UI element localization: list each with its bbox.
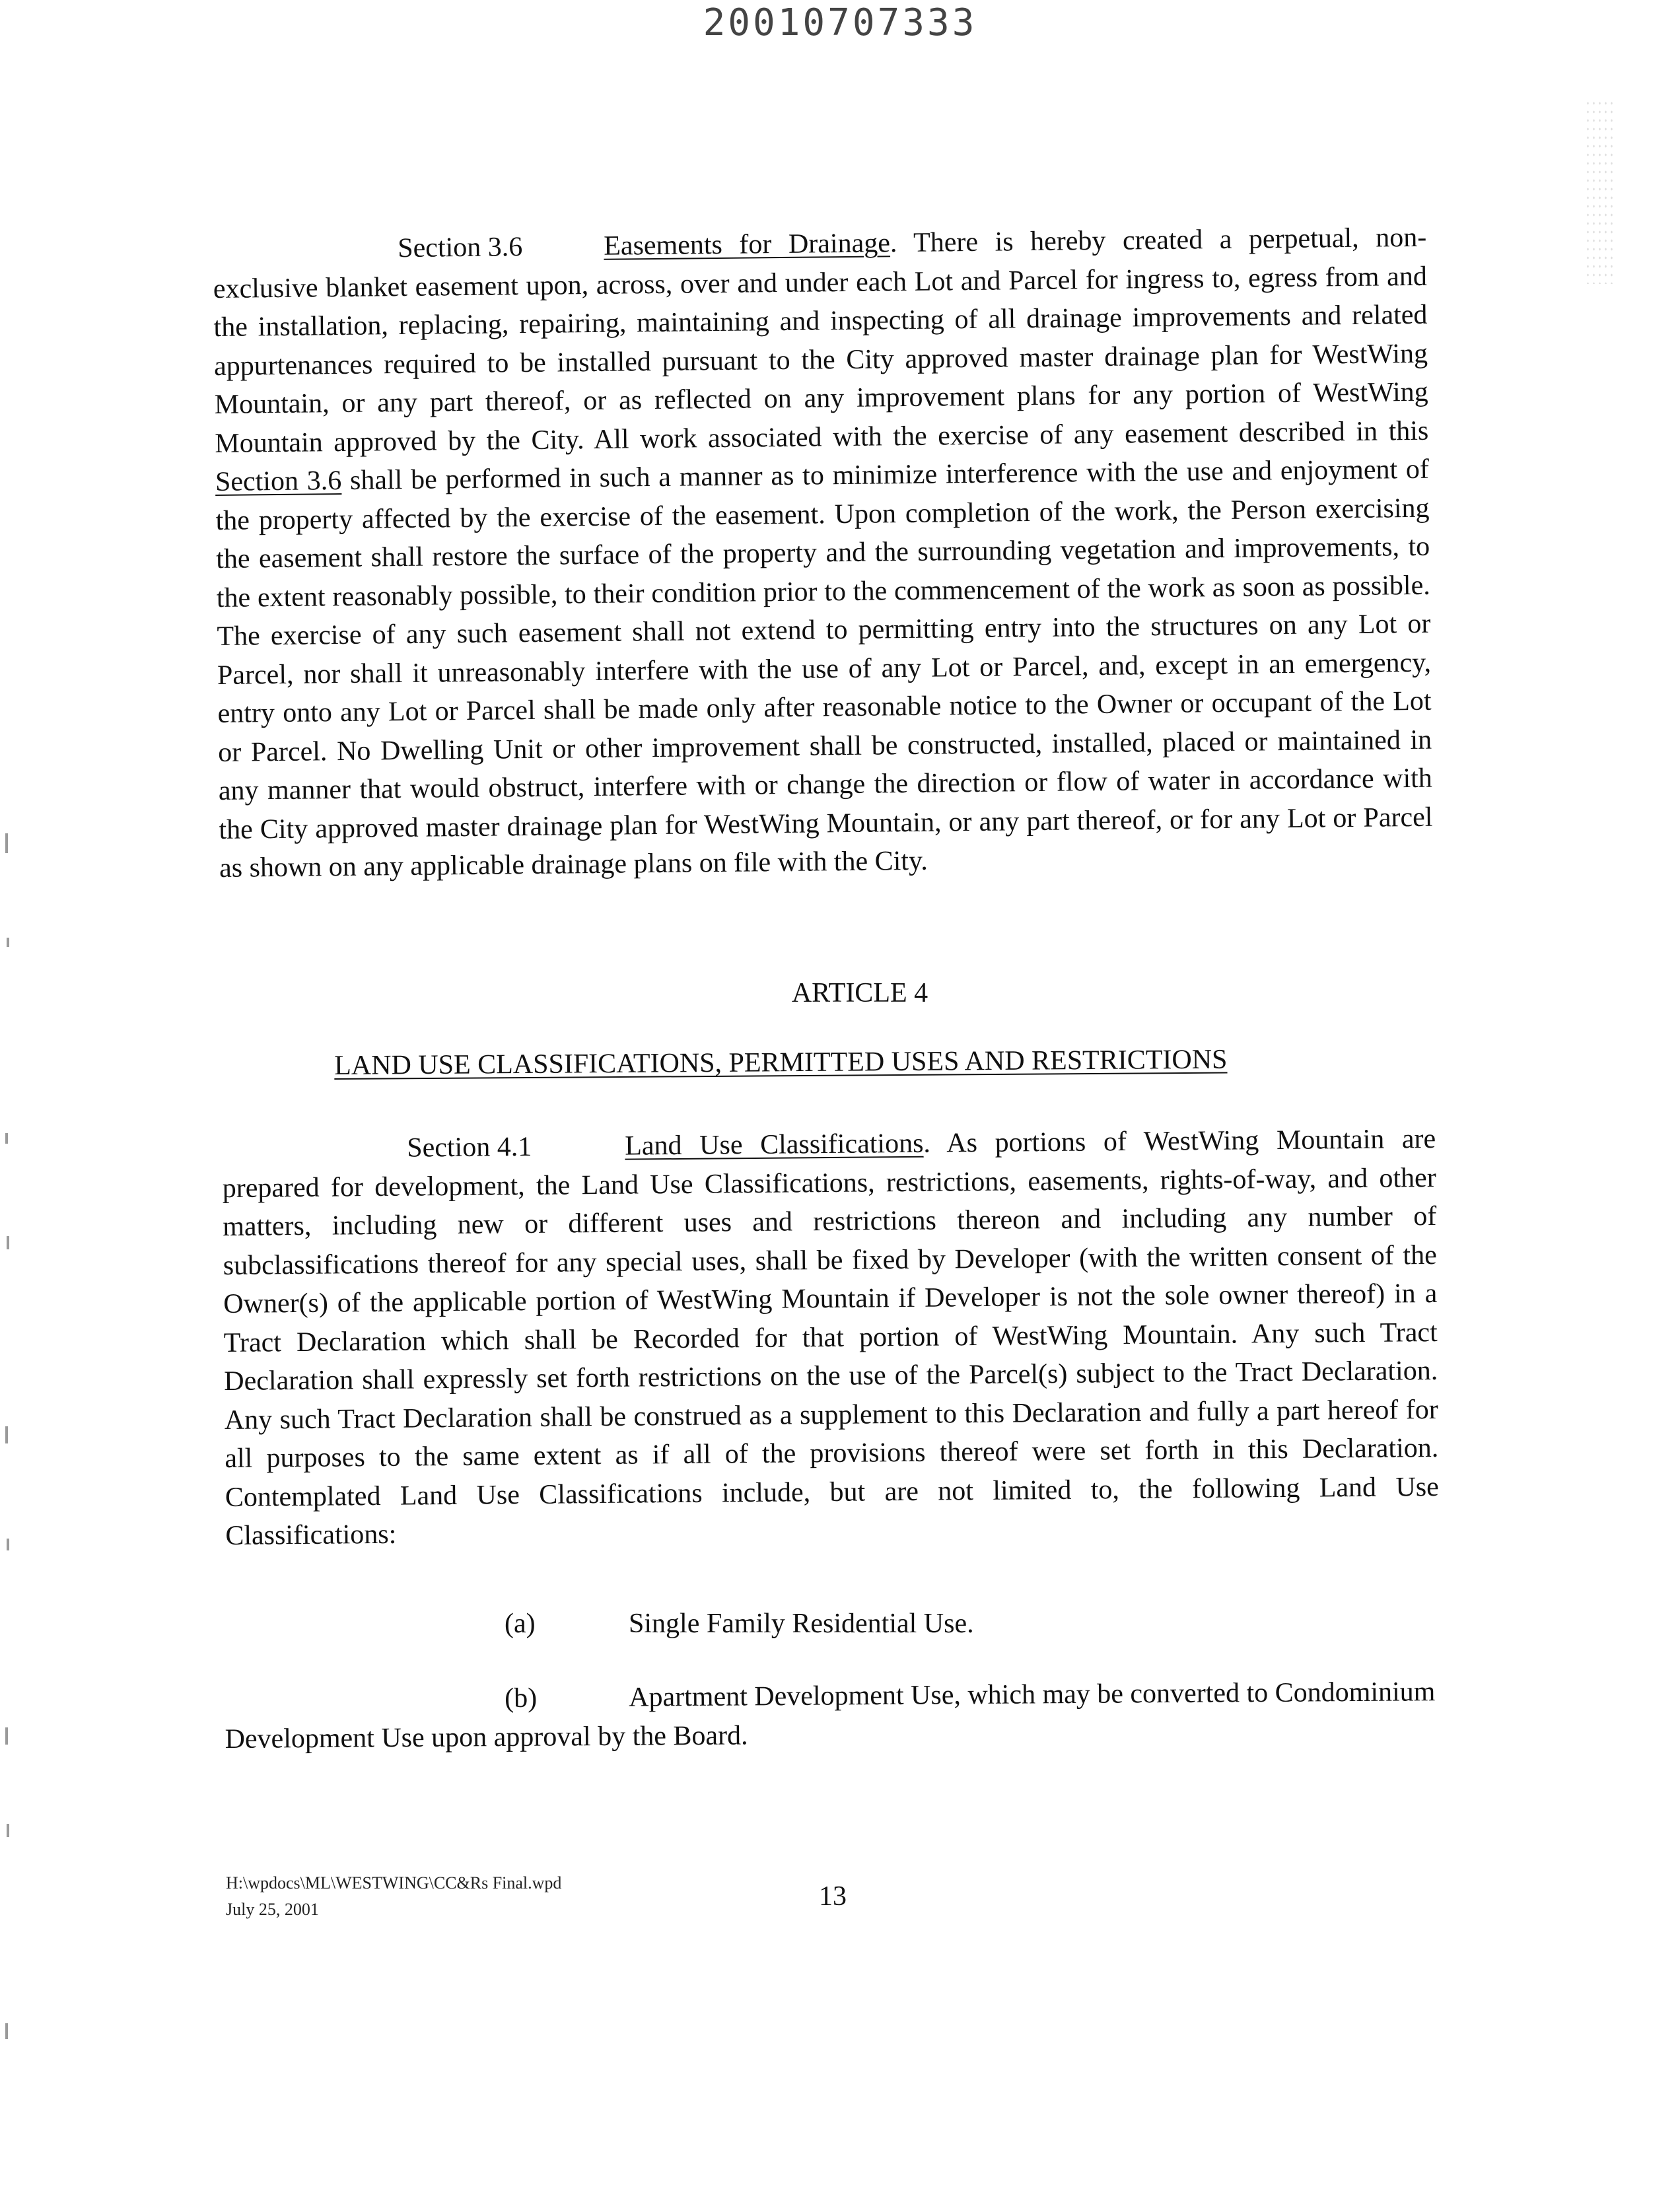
scan-speck [5, 1727, 8, 1745]
scan-speck [7, 1539, 9, 1550]
scan-speck [7, 1236, 9, 1249]
classification-item [505, 1605, 974, 1644]
footer-file-info [226, 1870, 561, 1923]
section-3-6-reference: Section 3.6 [215, 465, 342, 497]
article-title: LAND USE CLASSIFICATIONS, PERMITTED USES AND RESTRICTIONS [334, 1044, 1228, 1081]
classification-text: Single Family Residential Use. [629, 1609, 974, 1639]
section-4-1-text: . As portions of WestWing Mountain are prepared for development, the Land Use Classifications, restrictions, easements, rights-of-way, and other matters, including new or different uses and restrictions thereon and including any number of subclassifications thereof for any special uses, shall be fixed by Developer (with the written consent of the Owner(s) of the applicable portion of WestWing Mountain if Developer is not the sole owner thereof) in a Tract Declaration which shall be Recorded for that portion of WestWing Mountain. Any such Tract Declaration shall expressly set forth restrictions on the use of the Parcel(s) subject to the Tract Declaration. Any such Tract Declaration shall be construed as a supplement to this Declaration and fully a part hereof for all purposes to the same extent as if all of the provisions thereof were set forth in this Declaration. Contemplated Land Use Classifications include, but are not limited to, the following Land Use Classifications: [222, 1123, 1439, 1551]
section-3-6-text-part2: shall be performed in such a manner as to minimize interference with the use and enjoyment of the property affected by the exercise of the easement. Upon completion of the work, the Person exercising the easement shall restore the surface of the property and the surrounding vegetation and improvements, to the extent reasonably possible, to their condition prior to the commencement of the work as soon as possible. The exercise of any such easement shall not extend to permitting entry into the structures on any Lot or Parcel, nor shall it unreasonably interfere with the use of any Lot or Parcel, and, except in an emergency, entry onto any Lot or Parcel shall be made only after reasonable notice to the Owner or occupant of the Lot or Parcel. No Dwelling Unit or other improvement shall be constructed, installed, placed or maintained in any manner that would obstruct, interfere with or change the direction or flow of water in accordance with the City approved master drainage plan for WestWing Mountain, or any part thereof, or for any Lot or Parcel as shown on any applicable drainage plans on file with the City. [215, 454, 1433, 884]
scan-speck [5, 1426, 8, 1443]
section-3-6-label: Section 3.6 [398, 232, 523, 264]
scan-speck [5, 2023, 8, 2039]
margin-scan-noise [1585, 99, 1614, 284]
classification-text: Apartment Development Use, which may be converted to Condominium Development Use upon approval by the Board. [225, 1677, 1436, 1754]
section-3-6-paragraph [213, 219, 1433, 888]
footer-date: July 25, 2001 [226, 1900, 319, 1919]
classification-letter: (b) [505, 1683, 538, 1714]
footer-file-path: H:\wpdocs\ML\WESTWING\CC&Rs Final.wpd [226, 1873, 562, 1892]
section-3-6-title: Easements for Drainage [604, 228, 891, 261]
classification-letter: (a) [505, 1609, 536, 1639]
section-4-1-label: Section 4.1 [407, 1131, 532, 1163]
scan-speck [7, 1824, 9, 1837]
scan-speck [7, 938, 9, 947]
document-number: 20010707333 [703, 1, 977, 44]
section-4-1-paragraph [222, 1120, 1440, 1556]
section-4-1-title: Land Use Classifications [625, 1128, 924, 1162]
section-3-6-text-part1: . There is hereby created a perpetual, non-exclusive blanket easement upon, across, over and under each Lot and Parcel for ingress to, egress from and the installation, replacing, repairing, maintaining and inspecting of all drainage improvements and related appurtenances required to be installed pursuant to the City approved master drainage plan for WestWing Mountain, or any part thereof, or as reflected on any improvement plans for any portion of WestWing Mountain approved by the City. All work associated with the exercise of any easement described in this [213, 222, 1429, 459]
classification-item [225, 1673, 1439, 1758]
scan-speck [5, 1133, 8, 1144]
article-heading: ARTICLE 4 [791, 978, 928, 1008]
page-number: 13 [819, 1881, 847, 1912]
scan-speck [5, 833, 8, 853]
